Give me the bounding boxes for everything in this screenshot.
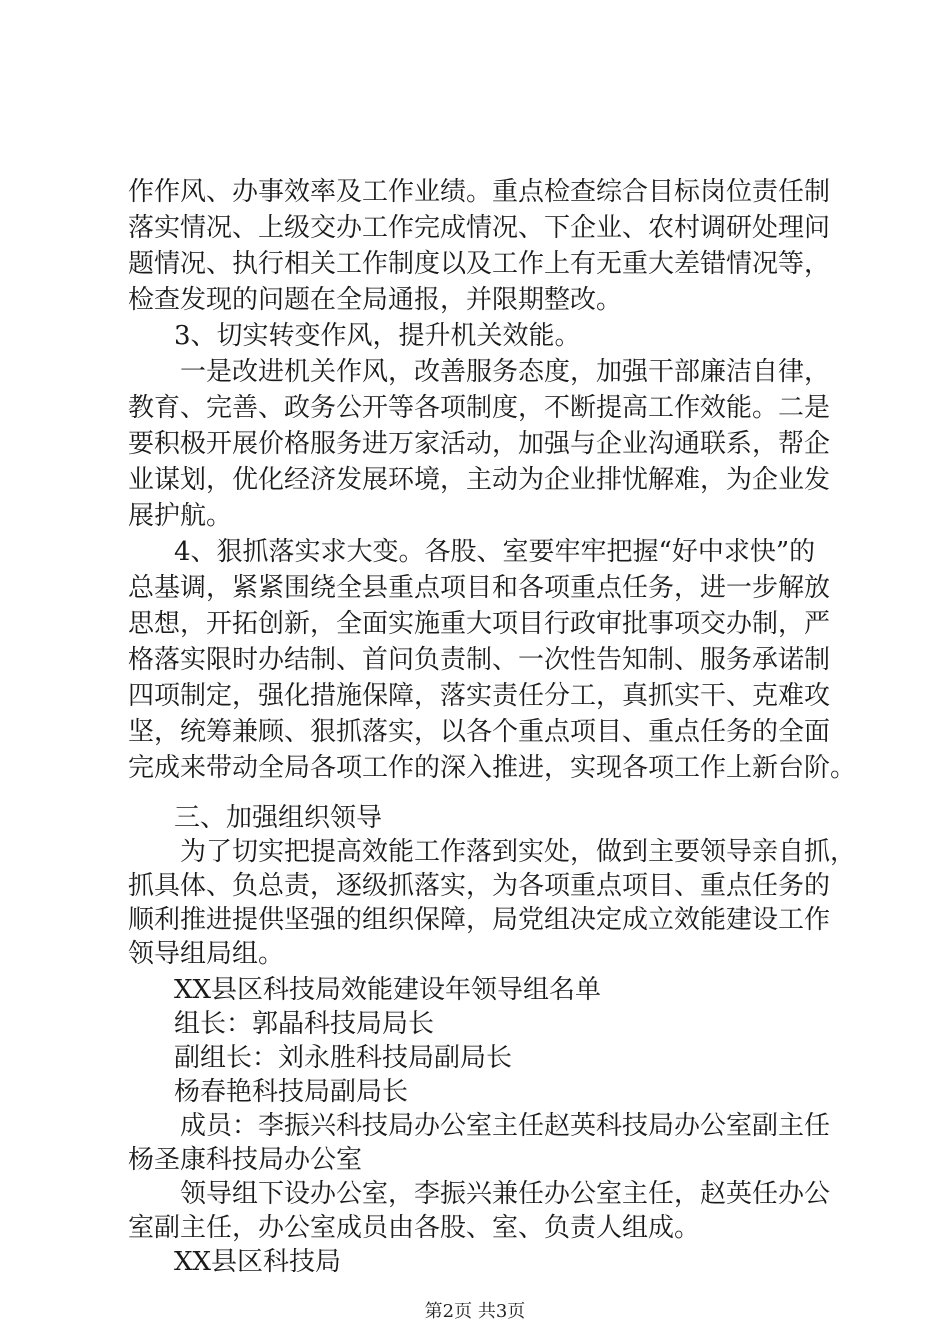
body-line: 教育、完善、政务公开等各项制度，不断提高工作效能。二是 <box>128 393 831 423</box>
body-line: 业谋划，优化经济发展环境，主动为企业排忧解难，为企业发 <box>128 465 831 495</box>
roster-line: 组长：郭晶科技局局长 <box>174 1009 435 1039</box>
section-heading: 3、切实转变作风，提升机关效能。 <box>174 321 581 351</box>
body-line: 总基调，紧紧围绕全县重点项目和各项重点任务，进一步解放 <box>128 573 831 603</box>
body-line: 为了切实把提高效能工作落到实处，做到主要领导亲自抓， <box>180 837 857 867</box>
body-line: 落实情况、上级交办工作完成情况、下企业、农村调研处理问 <box>128 213 831 243</box>
roster-title: XX县区科技局效能建设年领导组名单 <box>174 975 602 1005</box>
section-heading: 4、狠抓落实求大变。各股、室要牢牢把握“好中求快”的 <box>174 537 816 567</box>
body-line: 思想，开拓创新，全面实施重大项目行政审批事项交办制，严 <box>128 609 831 639</box>
signature-line: XX县区科技局 <box>174 1247 342 1277</box>
roster-line: 成员：李振兴科技局办公室主任赵英科技局办公室副主任 <box>180 1111 831 1141</box>
body-line: 题情况、执行相关工作制度以及工作上有无重大差错情况等， <box>128 249 831 279</box>
roster-line: 杨圣康科技局办公室 <box>128 1145 363 1175</box>
body-line: 领导组局组。 <box>128 939 285 969</box>
body-line: 坚，统筹兼顾、狠抓落实，以各个重点项目、重点任务的全面 <box>128 717 831 747</box>
roster-line: 副组长：刘永胜科技局副局长 <box>174 1043 513 1073</box>
roster-line: 杨春艳科技局副局长 <box>174 1077 409 1107</box>
body-line: 抓具体、负总责，逐级抓落实，为各项重点项目、重点任务的 <box>128 871 831 901</box>
section-heading: 三、加强组织领导 <box>174 803 383 833</box>
body-line: 格落实限时办结制、首问负责制、一次性告知制、服务承诺制 <box>128 645 831 675</box>
body-line: 领导组下设办公室，李振兴兼任办公室主任，赵英任办公 <box>180 1179 831 1209</box>
body-line: 顺利推进提供坚强的组织保障，局党组决定成立效能建设工作 <box>128 905 831 935</box>
body-line: 一是改进机关作风，改善服务态度，加强干部廉洁自律， <box>180 357 831 387</box>
body-line: 展护航。 <box>128 501 233 531</box>
body-line: 四项制定，强化措施保障，落实责任分工，真抓实干、克难攻 <box>128 681 831 711</box>
body-line: 完成来带动全局各项工作的深入推进，实现各项工作上新台阶。 <box>128 753 857 783</box>
page-footer: 第2页 共3页 <box>424 1301 526 1322</box>
body-line: 作作风、办事效率及工作业绩。重点检查综合目标岗位责任制 <box>128 177 831 207</box>
body-line: 检查发现的问题在全局通报，并限期整改。 <box>128 285 623 315</box>
body-line: 室副主任，办公室成员由各股、室、负责人组成。 <box>128 1213 701 1243</box>
body-line: 要积极开展价格服务进万家活动，加强与企业沟通联系，帮企 <box>128 429 831 459</box>
